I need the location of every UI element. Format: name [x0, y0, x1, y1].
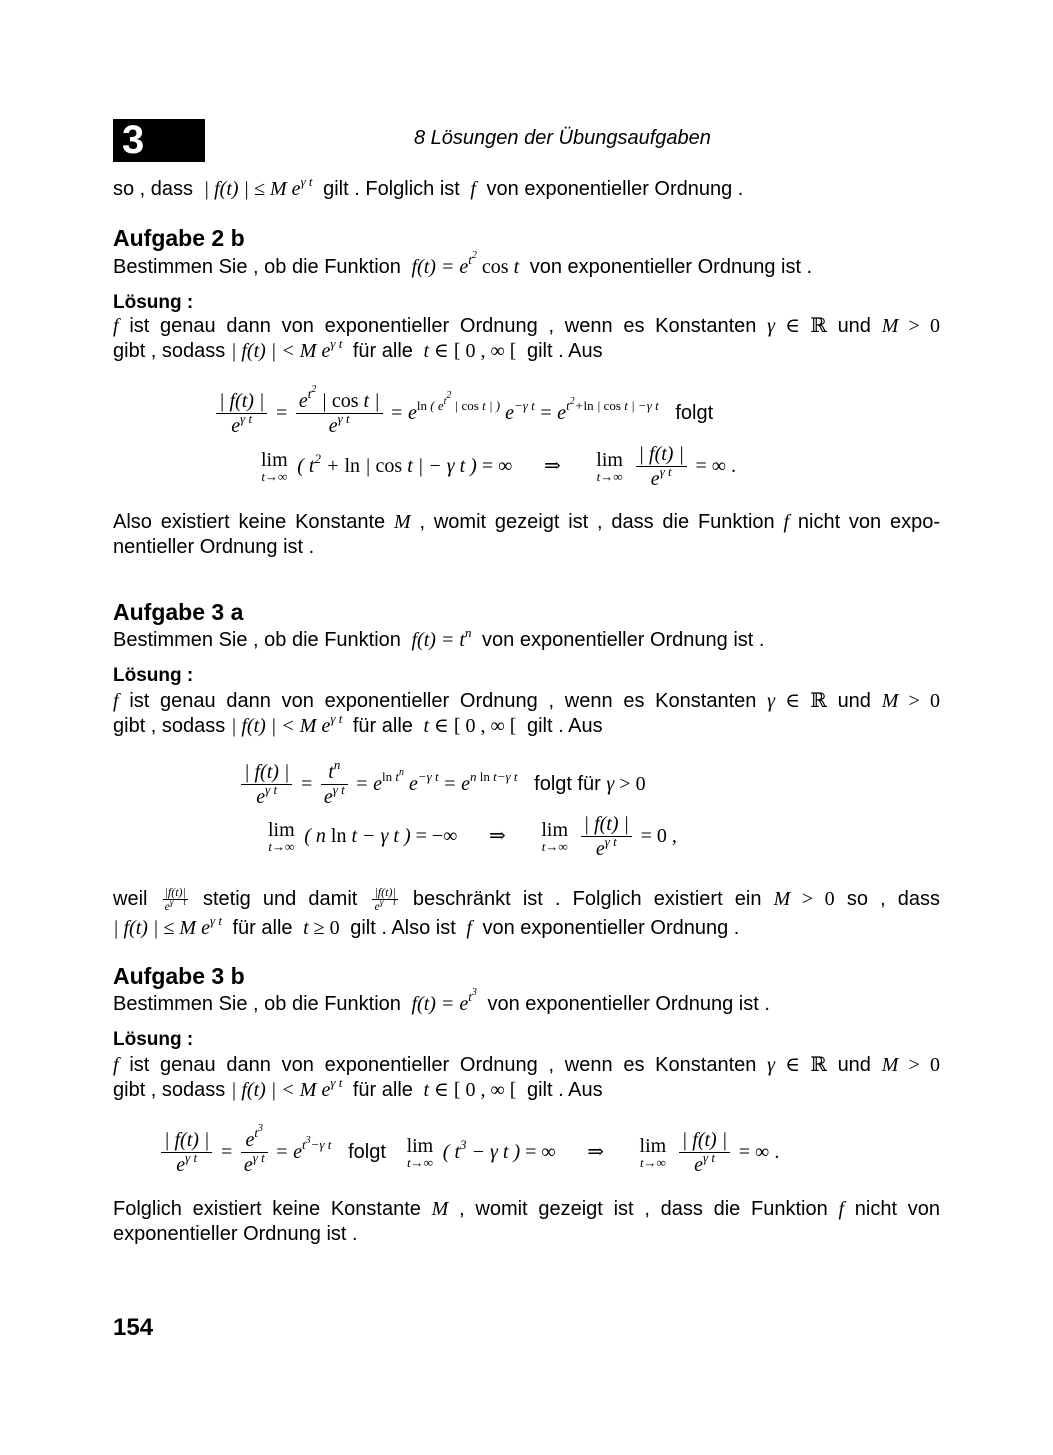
- text: gilt . Aus: [526, 715, 603, 737]
- text: folgt: [348, 1140, 386, 1163]
- text: beschränkt ist . Folglich existiert ein: [412, 888, 762, 910]
- text: ist genau dann von exponentieller Ordnung , wenn es Konstanten: [129, 690, 757, 712]
- text: , womit gezeigt ist , dass die Funktion: [459, 1198, 828, 1220]
- formula: γ ∈ ℝ: [767, 1054, 827, 1076]
- text: folgt: [675, 401, 714, 424]
- conclusion-line: [113, 1197, 940, 1221]
- text: nicht von: [854, 1198, 941, 1220]
- formula: M: [393, 511, 411, 533]
- heading-aufgabe-3b: Aufgabe 3 b: [113, 963, 245, 989]
- text: von exponentieller Ordnung ist .: [482, 629, 765, 651]
- formula: $f(t) = e^{t^2}$ cos t: [406, 250, 525, 278]
- chapter-number: 3: [122, 118, 145, 162]
- formula: f: [461, 917, 477, 939]
- formula: f: [465, 178, 481, 200]
- equation-3b: $\frac{| f(t) |}{e^{\gamma t}}$ = $\frac{e^{t^3}}{e^{\gamma t}}$ = $e^{t^3-\gamma t}$ folgt lim t→∞ ( $t^3 - \gamma$ t ) = ∞ ⇒ lim t→∞ $\frac{| f(t) |}{e^{\gamma t}}$ = ∞ .: [158, 1128, 779, 1177]
- task-statement: [113, 625, 940, 652]
- text: gilt . Aus: [526, 340, 603, 362]
- formula: f: [113, 690, 119, 712]
- text: für alle: [352, 1079, 413, 1101]
- text: Also existiert keine Konstante: [113, 511, 386, 533]
- task-statement: [113, 987, 940, 1016]
- text: von exponentieller Ordnung ist .: [487, 993, 770, 1015]
- text: ist genau dann von exponentieller Ordnung , wenn es Konstanten: [129, 1054, 757, 1076]
- loesung-label: Lösung :: [113, 1029, 194, 1050]
- formula: | f(t) | < M $e^{\gamma t}$: [230, 336, 343, 362]
- formula: f: [783, 511, 790, 533]
- reasoning-line: [113, 913, 940, 940]
- intro-text: so , dass: [113, 178, 194, 200]
- formula: f: [113, 315, 119, 337]
- page-number: 154: [113, 1314, 154, 1341]
- text: Folglich existiert keine Konstante: [113, 1198, 421, 1220]
- formula: | f(t) | ≤ M $e^{\gamma t}$: [113, 913, 222, 939]
- equation-3a-2: lim t→∞ ( n ln t − γ t ) = −∞ ⇒ lim t→∞ $\frac{| f(t) |}{e^{\gamma t}}$ = 0 ,: [268, 813, 677, 860]
- text: gilt . Also ist: [350, 917, 456, 939]
- formula: f: [838, 1198, 845, 1220]
- conclusion-line: [113, 510, 940, 534]
- text: Bestimmen Sie , ob die Funktion: [113, 256, 401, 278]
- conclusion-line: nentieller Ordnung ist .: [113, 536, 315, 558]
- conclusion-line: exponentieller Ordnung ist .: [113, 1223, 358, 1245]
- solution-line: [113, 314, 940, 338]
- loesung-label: Lösung :: [113, 292, 194, 313]
- text: Bestimmen Sie , ob die Funktion: [113, 629, 401, 651]
- formula: M > 0: [881, 690, 940, 712]
- formula: t ≥ 0: [298, 917, 340, 939]
- text: für alle: [352, 340, 413, 362]
- text: nicht von expo-: [797, 511, 941, 533]
- heading-aufgabe-2b: Aufgabe 2 b: [113, 225, 245, 251]
- formula: | f(t) | < M $e^{\gamma t}$: [230, 711, 343, 737]
- formula: γ ∈ ℝ: [767, 690, 827, 712]
- formula: | f(t) | ≤ M $e^{\gamma t}$: [198, 174, 313, 200]
- solution-line: [113, 689, 940, 713]
- text: weil: [113, 888, 148, 910]
- task-statement: [113, 250, 940, 279]
- text: und: [837, 1054, 871, 1076]
- running-title: 8 Lösungen der Übungsaufgaben: [414, 127, 711, 149]
- equation-2b-2: lim t→∞ ( $t^2 + \ln$ | cos t | − γ t ) = ∞ ⇒ lim t→∞ $\frac{| f(t) |}{e^{\gamma t}}$ = ∞ .: [261, 443, 737, 490]
- formula: f: [113, 1054, 119, 1076]
- formula: M: [431, 1198, 449, 1220]
- intro-text: von exponentieller Ordnung .: [486, 178, 744, 200]
- solution-line: [113, 336, 940, 363]
- text: ist genau dann von exponentieller Ordnung , wenn es Konstanten: [129, 315, 757, 337]
- text: Bestimmen Sie , ob die Funktion: [113, 993, 401, 1015]
- text: stetig und damit: [203, 888, 358, 910]
- formula: t ∈ [ 0 , ∞ [: [418, 340, 517, 362]
- loesung-label: Lösung :: [113, 665, 194, 686]
- text: , womit gezeigt ist , dass die Funktion: [419, 511, 775, 533]
- formula: $f(t) = t^n$: [406, 625, 472, 651]
- text: für alle: [232, 917, 293, 939]
- equation-2b-1: $\frac{| f(t) |}{e^{\gamma t}}$ = $\frac{e^{t^2} | \cos t |}{e^{\gamma t}}$ = $e^{ln ( e^{t^2} | cos t | )}$ $e^{-\gamma t} = e^{t^2+ln | cos t | -\gamma t}$ folgt: [213, 389, 713, 438]
- heading-aufgabe-3a: Aufgabe 3 a: [113, 599, 244, 625]
- text: von exponentieller Ordnung .: [482, 917, 740, 939]
- text: für alle: [352, 715, 413, 737]
- equation-3a-1: $\frac{| f(t) |}{e^{\gamma t}}$ = $\frac{t^n}{e^{\gamma t}}$ = $e^{ln t^n}$ $e^{-\gamma t} = e^{n ln t-\gamma t}$ folgt für γ > 0: [238, 760, 646, 809]
- solution-line: [113, 1053, 940, 1077]
- formula: t ∈ [ 0 , ∞ [: [418, 1079, 517, 1101]
- formula: | f(t) | < M $e^{\gamma t}$: [230, 1075, 343, 1101]
- intro-line: [113, 174, 940, 201]
- reasoning-line: weil $\frac{|f(t)|}{e^{\gamma t}}$ stetig und damit $\frac{|f(t)|}{e^{\gamma t}}$ beschränkt ist . Folglich existiert ein M > 0 so , dass: [113, 885, 941, 914]
- formula: t ∈ [ 0 , ∞ [: [418, 715, 517, 737]
- text: und: [837, 690, 871, 712]
- formula: M > 0: [881, 1054, 940, 1076]
- text: gilt . Aus: [526, 1079, 603, 1101]
- text: von exponentieller Ordnung ist .: [529, 256, 813, 278]
- intro-text: gilt . Folglich ist: [323, 178, 460, 200]
- text: so , dass: [846, 888, 941, 910]
- text: gibt , sodass: [113, 340, 226, 362]
- formula: γ ∈ ℝ: [767, 315, 827, 337]
- text: folgt für: [534, 772, 601, 795]
- solution-line: [113, 1075, 940, 1102]
- text: und: [837, 315, 871, 337]
- formula: $f(t) = e^{t^3}$: [406, 987, 477, 1015]
- text: gibt , sodass: [113, 715, 226, 737]
- text: gibt , sodass: [113, 1079, 226, 1101]
- solution-line: [113, 711, 940, 738]
- formula: M > 0: [881, 315, 940, 337]
